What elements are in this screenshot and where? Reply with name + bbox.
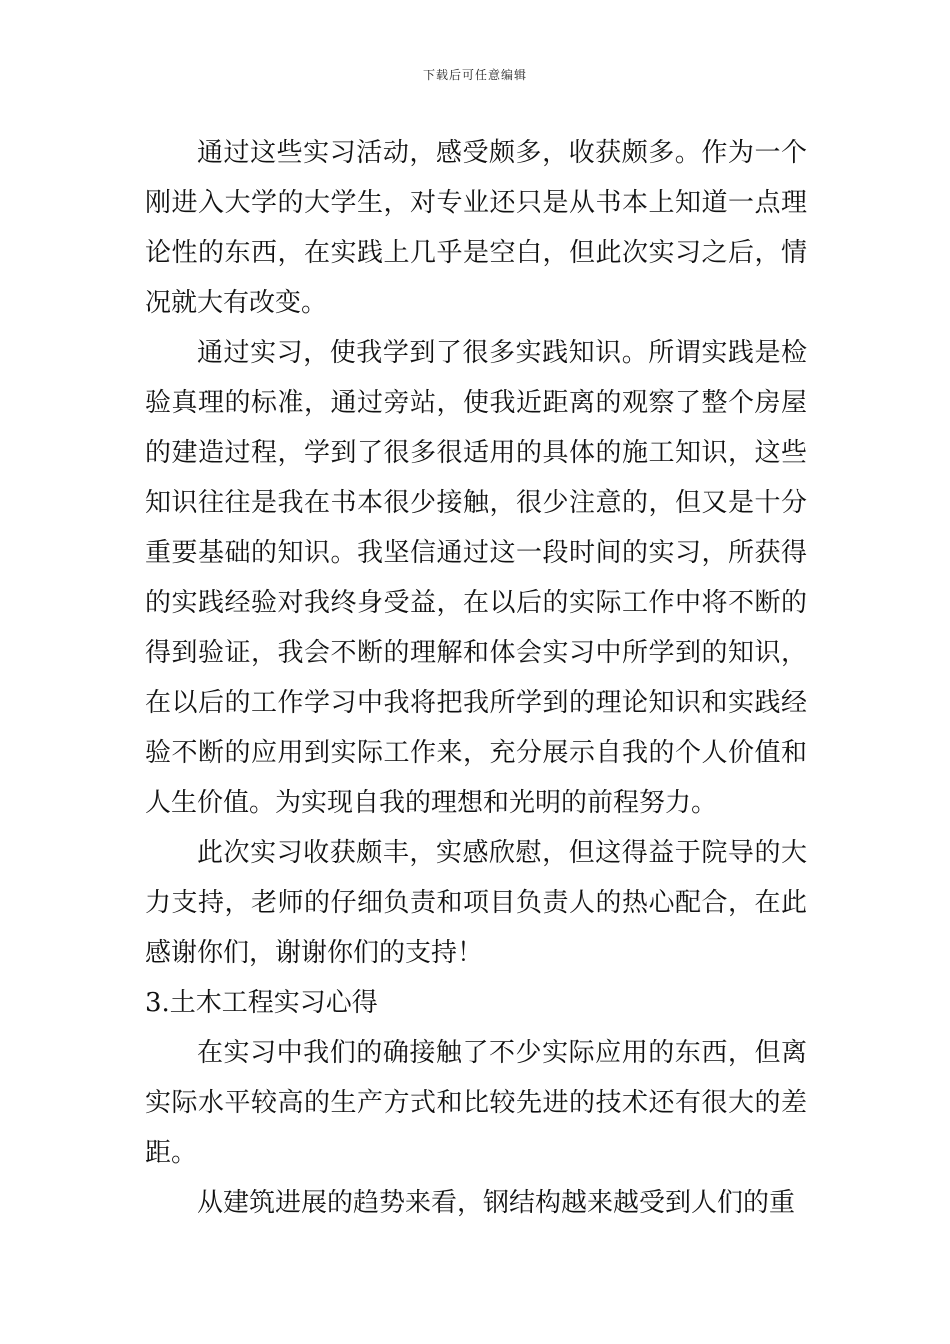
paragraph: 通过实习，使我学到了很多实践知识。所谓实践是检验真理的标准，通过旁站，使我近距离的观察了整个房屋的建造过程，学到了很多很适用的具体的施工知识，这些知识往往是我在书本很少接触，很少注意的，但又是十分重要基础的知识。我坚信通过这一段时间的实习，所获得的实践经验对我终身受益，在以后的实际工作中将不断的得到验证，我会不断的理解和体会实习中所学到的知识，在以后的工作学习中我将把我所学到的理论知识和实践经验不断的应用到实际工作来，充分展示自我的个人价值和人生价值。为实现自我的理想和光明的前程努力。 <box>145 338 807 818</box>
paragraph: 通过这些实习活动，感受颇多，收获颇多。作为一个刚进入大学的大学生，对专业还只是从书本上知道一点理论性的东西，在实践上几乎是空白，但此次实习之后，情况就大有改变。 <box>145 138 807 318</box>
document-body <box>145 128 807 1228</box>
paragraph: 从建筑进展的趋势来看，钢结构越来越受到人们的重 <box>197 1188 796 1218</box>
page-header: 下载后可任意编辑 <box>422 68 527 82</box>
paragraph: 此次实习收获颇丰，实感欣慰，但这得益于院导的大力支持，老师的仔细负责和项目负责人的热心配合，在此感谢你们，谢谢你们的支持！ <box>145 838 807 968</box>
paragraph: 在实习中我们的确接触了不少实际应用的东西，但离实际水平较高的生产方式和比较先进的技术还有很大的差距。 <box>145 1038 807 1168</box>
section-heading: 3.土木工程实习心得 <box>145 988 378 1018</box>
